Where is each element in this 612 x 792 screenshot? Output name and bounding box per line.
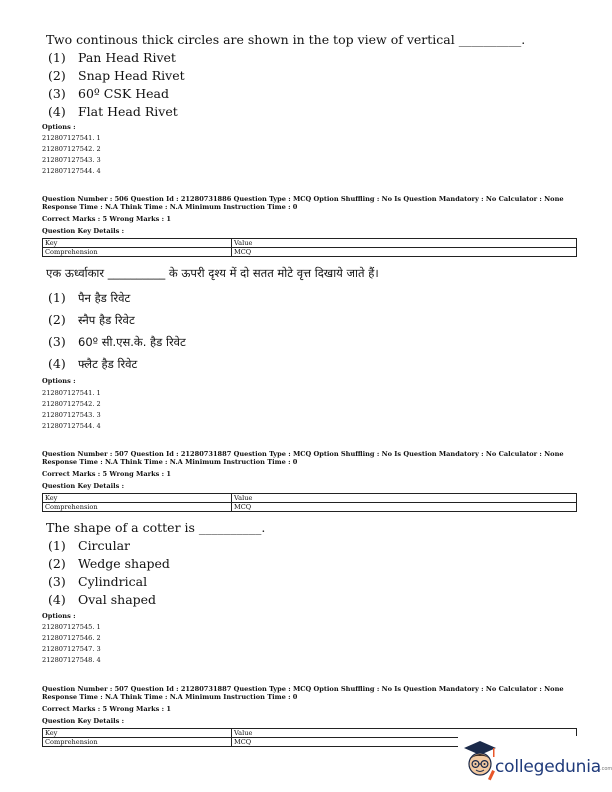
- option-2: (2) Snap Head Rivet: [48, 68, 185, 83]
- option-id: 212807127542. 2: [42, 145, 101, 153]
- key-header-cell: Key: [43, 239, 232, 247]
- option-id: 212807127542. 2: [42, 400, 101, 408]
- value-cell: MCQ: [234, 738, 252, 746]
- option-2: (2) स्नैप हैड रिवेट: [48, 312, 135, 327]
- value-header-cell: Value: [234, 239, 253, 247]
- value-cell: MCQ: [234, 503, 252, 511]
- marks-info: Correct Marks : 5 Wrong Marks : 1: [42, 470, 171, 478]
- key-details-label: Question Key Details :: [42, 227, 125, 235]
- option-2: (2) Wedge shaped: [48, 556, 170, 571]
- key-details-table: [42, 238, 577, 257]
- question-meta: Question Number : 507 Question Id : 21280731887 Question Type : MCQ Option Shuffling : No Is Question Mandatory : No Calculator : None: [42, 685, 564, 693]
- option-id: 212807127544. 4: [42, 422, 101, 430]
- question-text: Two continous thick circles are shown in the top view of vertical __________.: [46, 32, 526, 47]
- options-label: Options :: [42, 612, 76, 620]
- logo-domain: .com: [600, 766, 612, 772]
- option-id: 212807127541. 1: [42, 389, 101, 397]
- question-text: The shape of a cotter is __________.: [46, 520, 266, 535]
- option-3: (3) 60º CSK Head: [48, 86, 169, 101]
- option-id: 212807127541. 1: [42, 134, 101, 142]
- option-id: 212807127545. 1: [42, 623, 101, 631]
- question-meta: Question Number : 507 Question Id : 21280731887 Question Type : MCQ Option Shuffling : No Is Question Mandatory : No Calculator : None: [42, 450, 564, 458]
- key-details-label: Question Key Details :: [42, 482, 125, 490]
- key-cell: Comprehension: [43, 503, 232, 511]
- option-id: 212807127547. 3: [42, 645, 101, 653]
- option-id: 212807127543. 3: [42, 156, 101, 164]
- marks-info: Correct Marks : 5 Wrong Marks : 1: [42, 215, 171, 223]
- question-text-hindi: एक ऊर्ध्वाकार __________ के ऊपरी दृश्य में दो सतत मोटे वृत्त दिखाये जाते हैं।: [46, 266, 379, 280]
- option-1: (1) पैन हैड रिवेट: [48, 290, 131, 305]
- key-cell: Comprehension: [43, 248, 232, 256]
- option-id: 212807127544. 4: [42, 167, 101, 175]
- key-cell: Comprehension: [43, 738, 232, 746]
- value-header-cell: Value: [234, 729, 253, 737]
- option-id: 212807127543. 3: [42, 411, 101, 419]
- value-header-cell: Value: [234, 494, 253, 502]
- value-cell: MCQ: [234, 248, 252, 256]
- options-label: Options :: [42, 377, 76, 385]
- option-id: 212807127548. 4: [42, 656, 101, 664]
- question-meta-timing: Response Time : N.A Think Time : N.A Minimum Instruction Time : 0: [42, 203, 298, 211]
- logo-wordmark: collegedunia: [495, 757, 601, 777]
- options-label: Options :: [42, 123, 76, 131]
- option-1: (1) Pan Head Rivet: [48, 50, 176, 65]
- option-3: (3) Cylindrical: [48, 574, 148, 589]
- key-details-label: Question Key Details :: [42, 717, 125, 725]
- key-table-header: [43, 494, 576, 502]
- key-table-header: [43, 239, 576, 247]
- option-1: (1) Circular: [48, 538, 131, 553]
- key-table-row: [43, 502, 576, 511]
- key-header-cell: Key: [43, 494, 232, 502]
- option-4: (4) Flat Head Rivet: [48, 104, 178, 119]
- question-meta-timing: Response Time : N.A Think Time : N.A Minimum Instruction Time : 0: [42, 693, 298, 701]
- marks-info: Correct Marks : 5 Wrong Marks : 1: [42, 705, 171, 713]
- key-details-table: [42, 493, 577, 512]
- option-4: (4) Oval shaped: [48, 592, 157, 607]
- question-meta: Question Number : 506 Question Id : 21280731886 Question Type : MCQ Option Shuffling : No Is Question Mandatory : No Calculator : None: [42, 195, 564, 203]
- option-3: (3) 60º सी.एस.के. हैड रिवेट: [48, 334, 186, 349]
- key-table-row: [43, 247, 576, 256]
- option-id: 212807127546. 2: [42, 634, 101, 642]
- key-header-cell: Key: [43, 729, 232, 737]
- question-meta-timing: Response Time : N.A Think Time : N.A Minimum Instruction Time : 0: [42, 458, 298, 466]
- option-4: (4) फ्लैट हैड रिवेट: [48, 356, 138, 371]
